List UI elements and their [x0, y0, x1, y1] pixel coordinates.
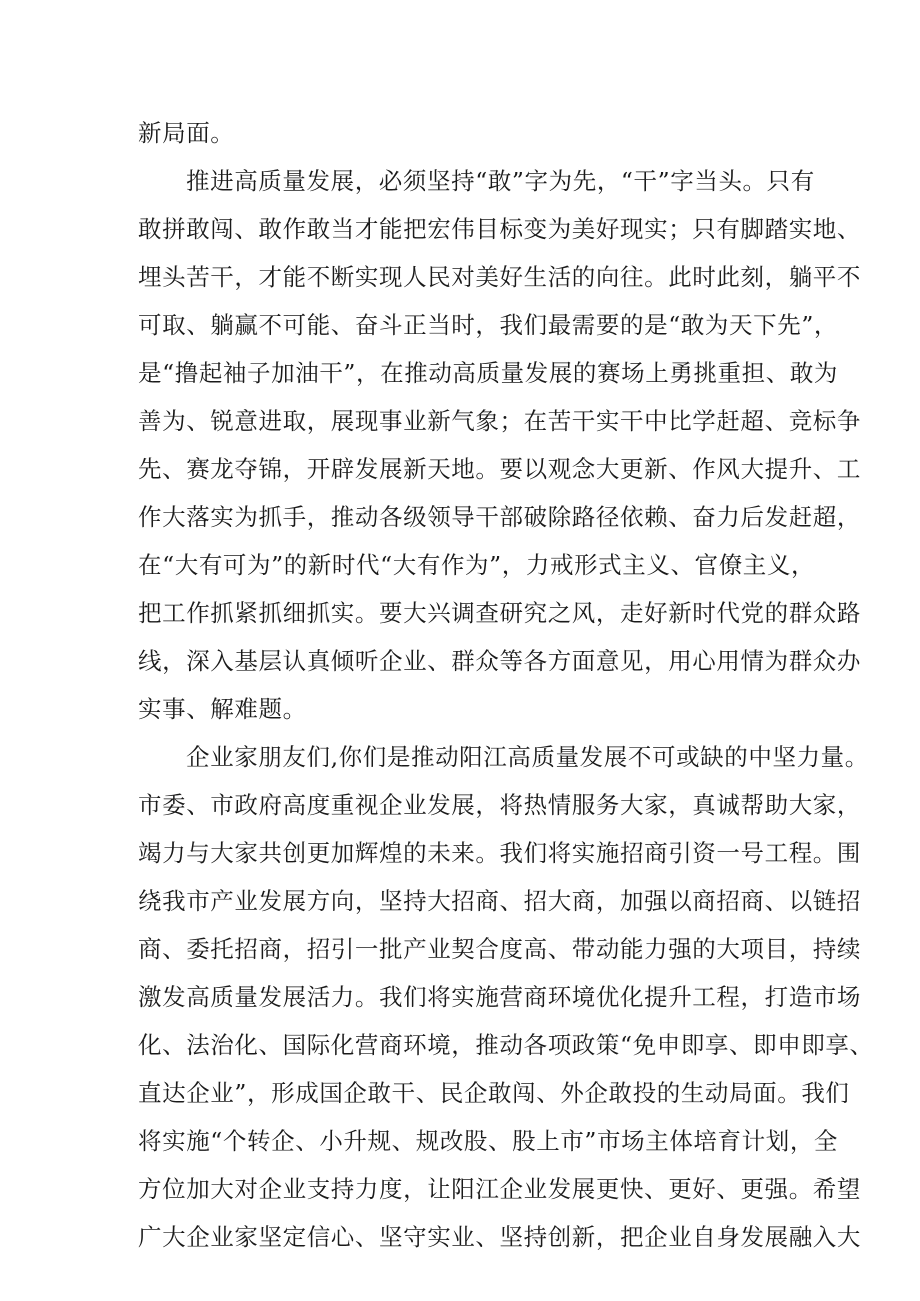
text-line: 善为、锐意进取，展现事业新气象；在苦干实干中比学赶超、竞标争 — [138, 407, 861, 435]
text-line: 激发高质量发展活力。我们将实施营商环境优化提升工程，打造市场 — [138, 983, 861, 1011]
text-line: 埋头苦干，才能不断实现人民对美好生活的向往。此时此刻，躺平不 — [138, 263, 861, 291]
text-line: 方位加大对企业支持力度，让阳江企业发展更快、更好、更强。希望 — [138, 1175, 861, 1203]
text-line: 直达企业”，形成国企敢干、民企敢闯、外企敢投的生动局面。我们 — [138, 1079, 850, 1107]
text-line: 作大落实为抓手，推动各级领导干部破除路径依赖、奋力后发赶超， — [138, 503, 861, 531]
text-line: 商、委托招商，招引一批产业契合度高、带动能力强的大项目，持续 — [138, 935, 861, 963]
text-line: 先、赛龙夺锦，开辟发展新天地。要以观念大更新、作风大提升、工 — [138, 455, 861, 483]
text-line: 是“撸起袖子加油干”，在推动高质量发展的赛场上勇挑重担、敢为 — [138, 359, 839, 387]
text-line: 化、法治化、国际化营商环境，推动各项政策“免申即享、即申即享、 — [138, 1031, 874, 1059]
text-line: 市委、市政府高度重视企业发展，将热情服务大家，真诚帮助大家， — [138, 791, 861, 819]
text-line: 将实施“个转企、小升规、规改股、股上市”市场主体培育计划，全 — [138, 1127, 839, 1155]
text-line: 绕我市产业发展方向，坚持大招商、招大商，加强以商招商、以链招 — [138, 887, 861, 915]
text-line: 实事、解难题。 — [138, 695, 307, 723]
text-line: 敢拼敢闯、敢作敢当才能把宏伟目标变为美好现实；只有脚踏实地、 — [138, 215, 861, 243]
text-line: 在“大有可为”的新时代“大有作为”，力戒形式主义、官僚主义， — [138, 551, 816, 579]
text-line: 新局面。 — [138, 119, 235, 147]
text-line: 把工作抓紧抓细抓实。要大兴调查研究之风，走好新时代党的群众路 — [138, 599, 861, 627]
text-line: 线，深入基层认真倾听企业、群众等各方面意见，用心用情为群众办 — [138, 647, 861, 675]
text-line: 广大企业家坚定信心、坚守实业、坚持创新，把企业自身发展融入大 — [138, 1223, 861, 1251]
paragraph-start-line: 企业家朋友们,你们是推动阳江高质量发展不可或缺的中坚力量。 — [186, 743, 869, 771]
text-line: 可取、躺赢不可能、奋斗正当时，我们最需要的是“敢为天下先”， — [138, 311, 839, 339]
text-line: 竭力与大家共创更加辉煌的未来。我们将实施招商引资一号工程。围 — [138, 839, 861, 867]
paragraph-start-line: 推进高质量发展，必须坚持“敢”字为先，“干”字当头。只有 — [186, 167, 815, 195]
